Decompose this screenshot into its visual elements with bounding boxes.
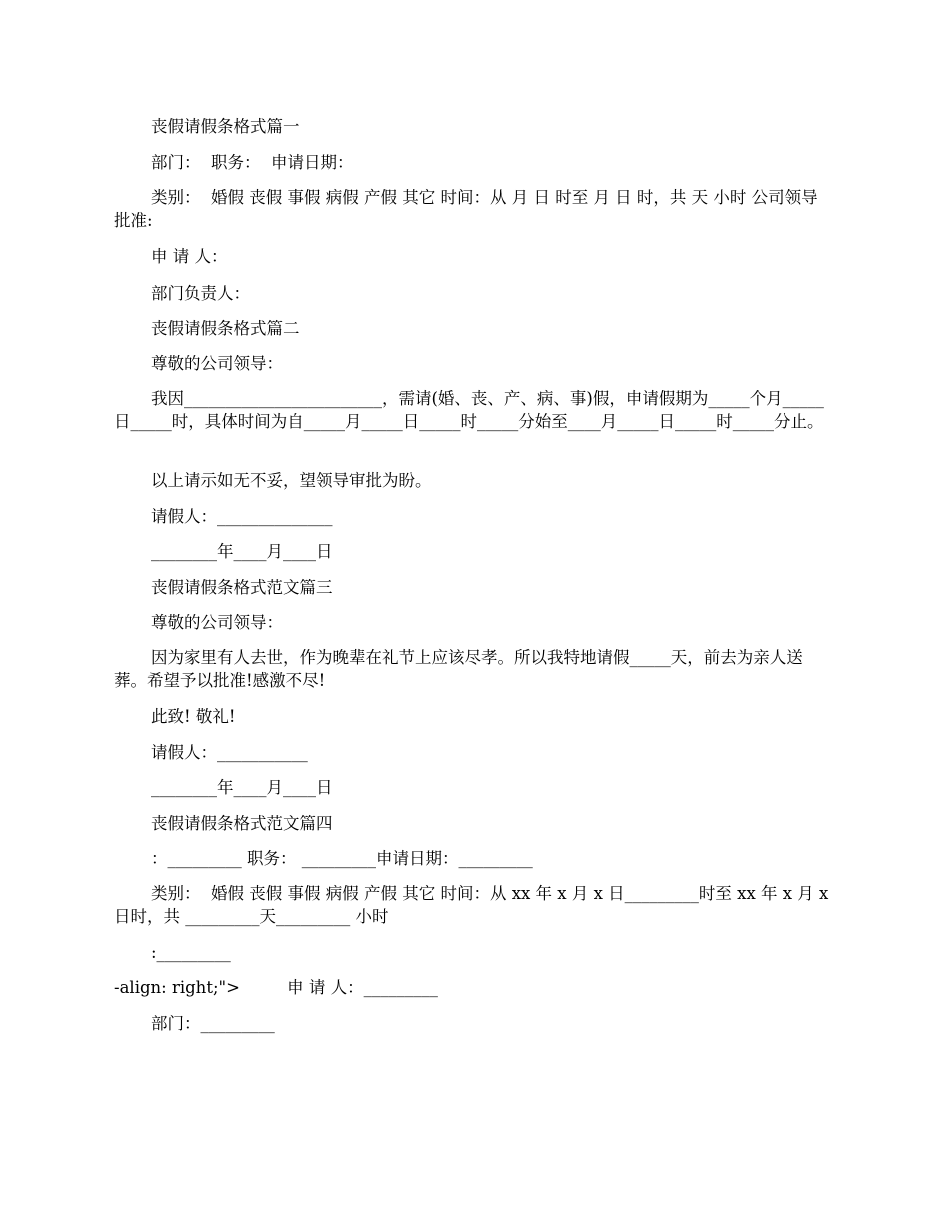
closing-regards: 此致! 敬礼!	[151, 707, 236, 726]
department-line: 部门：_________	[151, 1014, 275, 1033]
form-fields-line: ：_________ 职务： _________申请日期：_________	[151, 849, 533, 868]
applicant-line-stray-markup: -align: right;"> 申 请 人：_________	[114, 978, 438, 997]
leave-request-body: 我因________________________，需请(婚、丧、产、病、事)假，申请假期为_____个月_____日_____时，具体时间为自_____月_____日_____时_____分始至____月_____日_____时_____分止。	[114, 389, 824, 431]
date-line: ________年____月____日	[151, 778, 333, 797]
salutation: 尊敬的公司领导：	[151, 354, 283, 373]
leave-category-line: 类别： 婚假 丧假 事假 病假 产假 其它 时间：从 xx 年 x 月 x 日_________时至 xx 年 x 月 x 日时，共 _________天_________ 小时	[114, 884, 834, 926]
heading-section-4: 丧假请假条格式范文篇四	[151, 814, 333, 833]
heading-section-1: 丧假请假条格式篇一	[151, 117, 300, 136]
signer-line: 请假人：______________	[151, 507, 333, 526]
heading-section-2: 丧假请假条格式篇二	[151, 319, 300, 338]
leave-request-body: 因为家里有人去世，作为晚辈在礼节上应该尽孝。所以我特地请假_____天，前去为亲人送葬。希望予以批准!感激不尽!	[114, 648, 803, 690]
date-line: ________年____月____日	[151, 542, 333, 561]
heading-section-3: 丧假请假条格式范文篇三	[151, 578, 333, 597]
colon-blank-line: :_________	[151, 943, 231, 962]
closing-request: 以上请示如无不妥，望领导审批为盼。	[151, 471, 432, 490]
signer-line: 请假人：___________	[151, 743, 308, 762]
applicant-line: 申 请 人：	[151, 247, 228, 266]
department-head-line: 部门负责人：	[151, 284, 250, 303]
salutation: 尊敬的公司领导：	[151, 613, 283, 632]
form-fields-line: 部门： 职务： 申请日期：	[151, 153, 354, 172]
leave-category-line: 类别： 婚假 丧假 事假 病假 产假 其它 时间：从 月 日 时至 月 日 时，共 天 小时 公司领导批准:	[114, 188, 818, 230]
